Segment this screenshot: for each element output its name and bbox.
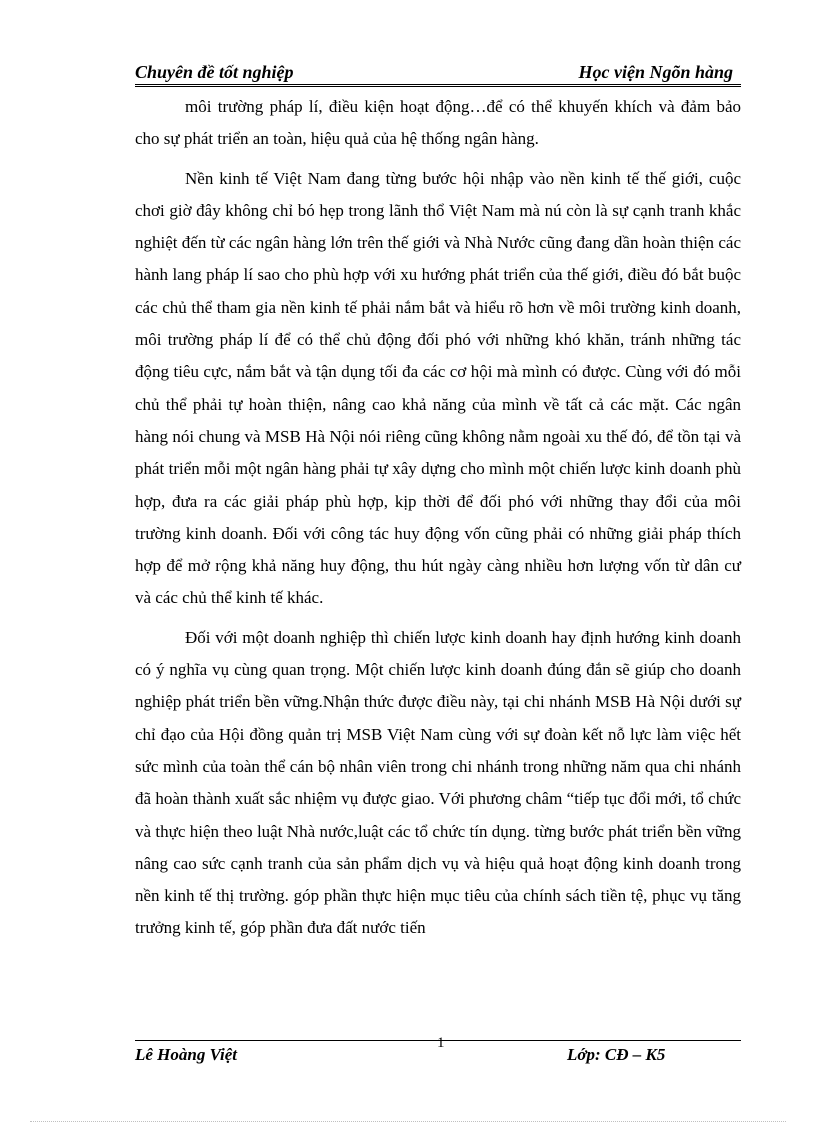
page-number: 1 <box>437 1035 445 1051</box>
body-text <box>135 91 741 945</box>
header-institution: Học viện Ngõn hàng <box>578 62 733 82</box>
paragraph-continuation: môi trường pháp lí, điều kiện hoạt động…để có thể khuyến khích và đảm bảo cho sự phát triển an toàn, hiệu quả của hệ thống ngân hàng. <box>135 97 741 149</box>
page-header <box>135 60 741 87</box>
page-footer <box>135 1035 741 1071</box>
header-document-type: Chuyên đề tốt nghiệp <box>135 62 294 82</box>
paragraph: Nền kinh tế Việt Nam đang từng bước hội nhập vào nền kinh tế thế giới, cuộc chơi giờ đây không chỉ bó hẹp trong lãnh thổ Việt Nam mà nú còn là sự cạnh tranh khắc nghiệt đến từ các ngân hàng lớn trên thế giới và Nhà Nước cũng đang dần hoàn thiện các hành lang pháp lí sao cho phù hợp với xu hướng phát triển của thế giới, điều đó bắt buộc các chủ thể tham gia nền kinh tế phải nắm bắt và hiểu rõ hơn về môi trường kinh doanh, môi trường pháp lí để có thể chủ động đối phó với những khó khăn, tránh những tác động tiêu cực, nắm bắt và tận dụng tối đa các cơ hội mà mình có được. Cùng với đó mỗi chủ thể phải tự hoàn thiện, nâng cao khả năng của mình về tất cả các mặt. Các ngân hàng nói chung và MSB Hà Nội nói riêng cũng không nằm ngoài xu thế đó, để tồn tại và phát triển mỗi một ngân hàng phải tự xây dựng cho mình một chiến lược kinh doanh phù hợp, đưa ra các giải pháp phù hợp, kịp thời để đối phó với những thay đổi của môi trường kinh doanh. Đối với công tác huy động vốn cũng phải có những giải pháp thích hợp để mở rộng khả năng huy động, thu hút ngày càng nhiều hơn lượng vốn từ dân cư và các chủ thể kinh tế khác. <box>135 168 741 608</box>
page-boundary-line <box>30 1121 786 1122</box>
paragraph: Đối với một doanh nghiệp thì chiến lược kinh doanh hay định hướng kinh doanh có ý nghĩa vụ cùng quan trọng. Một chiến lược kinh doanh đúng đắn sẽ giúp cho doanh nghiệp phát triển bền vững.Nhận thức được điều này, tại chi nhánh MSB Hà Nội dưới sự chỉ đạo của Hội đồng quản trị MSB Việt Nam cùng với sự đoàn kết nỗ lực làm việc hết sức mình của toàn thể cán bộ nhân viên trong chi nhánh trong những năm qua chi nhánh đã hoàn thành xuất sắc nhiệm vụ được giao. Với phương châm “tiếp tục đổi mới, tổ chức và thực hiện theo luật Nhà nước,luật các tổ chức tín dụng. từng bước phát triển bền vững nâng cao sức cạnh tranh của sản phẩm dịch vụ và hiệu quả hoạt động kinh doanh trong nền kinh tế thị trường. góp phần thực hiện mục tiêu của chính sách tiền tệ, phục vụ tăng trưởng kinh tế, góp phần đưa đất nước tiến <box>135 627 741 938</box>
footer-class: Lớp: CĐ – K5 <box>567 1045 666 1064</box>
footer-author: Lê Hoàng Việt <box>135 1045 237 1064</box>
